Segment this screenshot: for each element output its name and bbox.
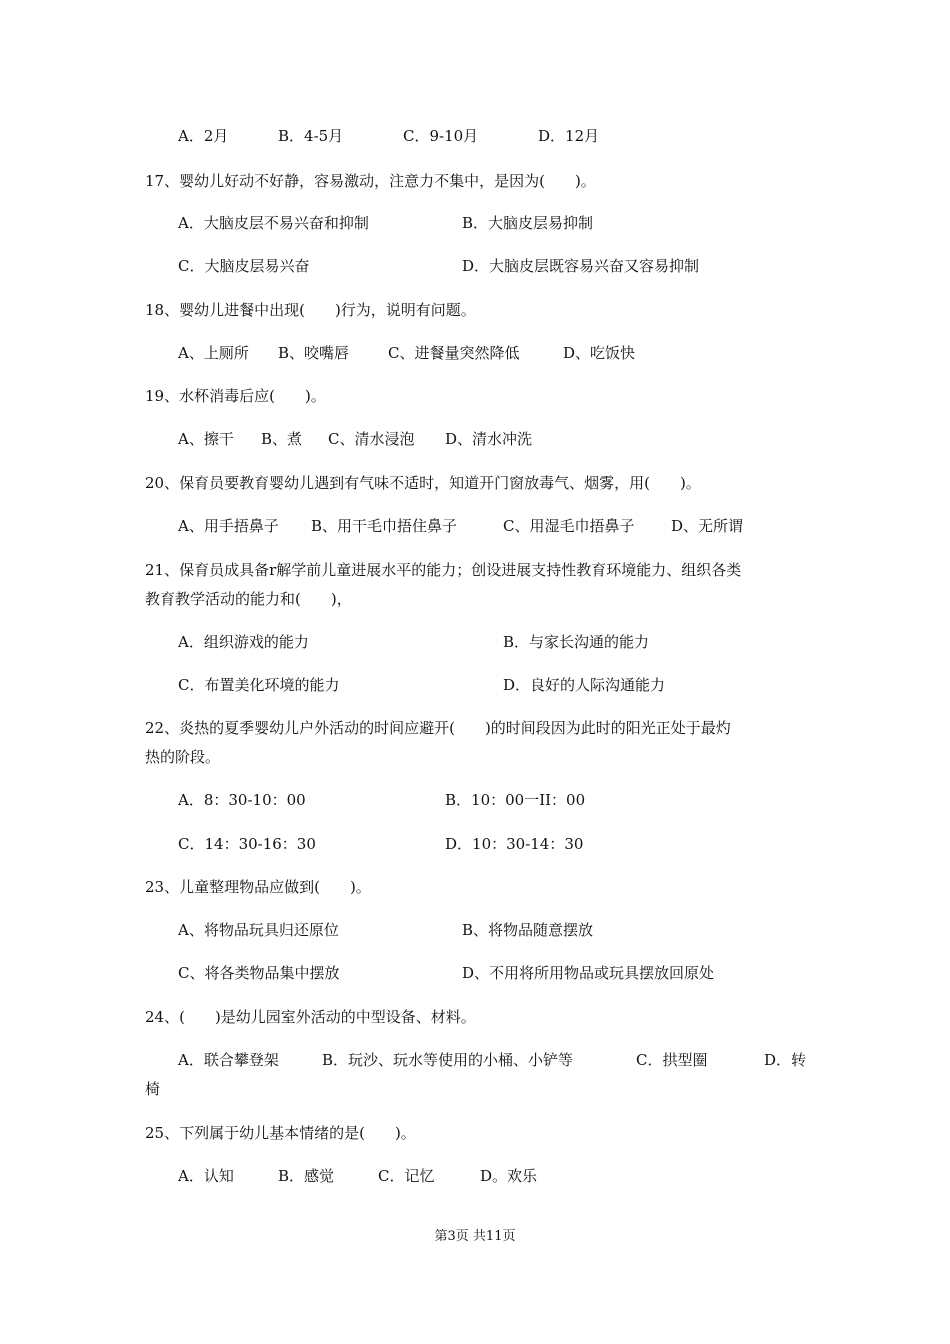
q22-stem-line2: 热的阶段。 — [145, 748, 221, 766]
q16-option-a: A．2月 — [178, 127, 229, 145]
q21-option-c: C．布置美化环境的能力 — [178, 676, 340, 694]
q22-option-d: D．10：30-14：30 — [445, 835, 584, 853]
q24-option-c: C．拱型圈 — [636, 1051, 708, 1069]
q20-option-b: B、用干毛巾捂住鼻子 — [311, 517, 458, 535]
q25-option-d: D。欢乐 — [480, 1167, 538, 1185]
q17-option-b: B．大脑皮层易抑制 — [462, 214, 594, 232]
q23-stem: 23、儿童整理物品应做到( )。 — [145, 878, 371, 896]
q21-stem-line2: 教育教学活动的能力和( )， — [145, 590, 352, 608]
q18-stem: 18、婴幼儿进餐中出现( )行为，说明有问题。 — [145, 301, 476, 319]
q22-option-c: C．14：30-16：30 — [178, 835, 316, 853]
q19-stem: 19、水杯消毒后应( )。 — [145, 387, 326, 405]
q16-option-d: D．12月 — [538, 127, 600, 145]
q19-option-a: A、擦干 — [178, 430, 234, 448]
q24-option-b: B．玩沙、玩水等使用的小桶、小铲等 — [322, 1051, 574, 1069]
q25-option-c: C．记忆 — [378, 1167, 435, 1185]
q16-option-b: B．4-5月 — [278, 127, 344, 145]
q20-option-c: C、用湿毛巾捂鼻子 — [503, 517, 635, 535]
q24-option-d: D．转 — [764, 1051, 807, 1069]
q21-option-b: B．与家长沟通的能力 — [503, 633, 650, 651]
q18-option-b: B、咬嘴唇 — [278, 344, 350, 362]
q20-option-d: D、无所谓 — [671, 517, 744, 535]
q17-option-d: D．大脑皮层既容易兴奋又容易抑制 — [462, 257, 700, 275]
q23-option-d: D、不用将所用物品或玩具摆放回原处 — [462, 964, 715, 982]
q21-stem-line1: 21、保育员成具备r解学前儿童进展水平的能力；创设进展支持性教育环境能力、组织各类 — [145, 561, 742, 579]
q24-option-a: A．联合攀登架 — [178, 1051, 279, 1069]
q19-option-d: D、清水冲洗 — [445, 430, 533, 448]
page-number-footer: 第3页 共11页 — [434, 1229, 516, 1244]
q19-option-b: B、煮 — [261, 430, 303, 448]
q22-option-a: A．8：30-10：00 — [178, 791, 306, 809]
q20-option-a: A、用手捂鼻子 — [178, 517, 279, 535]
q23-option-c: C、将各类物品集中摆放 — [178, 964, 340, 982]
q23-option-a: A、将物品玩具归还原位 — [178, 921, 339, 939]
q24-stem: 24、( )是幼儿园室外活动的中型设备、材料。 — [145, 1008, 476, 1026]
q16-option-c: C．9-10月 — [403, 127, 479, 145]
q19-option-c: C、清水浸泡 — [328, 430, 415, 448]
q25-option-a: A．认知 — [178, 1167, 234, 1185]
q25-option-b: B．感觉 — [278, 1167, 335, 1185]
q18-option-d: D、吃饭快 — [563, 344, 636, 362]
q22-stem-line1: 22、炎热的夏季婴幼儿户外活动的时间应避开( )的时间段因为此时的阳光正处于最灼 — [145, 719, 731, 737]
q25-stem: 25、下列属于幼儿基本情绪的是( )。 — [145, 1124, 416, 1142]
q24-option-d-wrap: 椅 — [145, 1080, 161, 1098]
q20-stem: 20、保育员要教育婴幼儿遇到有气味不适时，知道开门窗放毒气、烟雾，用( )。 — [145, 474, 701, 492]
q23-option-b: B、将物品随意摆放 — [462, 921, 594, 939]
q18-option-a: A、上厕所 — [178, 344, 249, 362]
q17-option-c: C．大脑皮层易兴奋 — [178, 257, 310, 275]
q21-option-d: D．良好的人际沟通能力 — [503, 676, 666, 694]
q17-option-a: A．大脑皮层不易兴奋和抑制 — [178, 214, 369, 232]
q21-option-a: A．组织游戏的能力 — [178, 633, 309, 651]
q22-option-b: B．10：00一II：00 — [445, 791, 586, 809]
q18-option-c: C、进餐量突然降低 — [388, 344, 520, 362]
q17-stem: 17、婴幼儿好动不好静，容易激动，注意力不集中，是因为( )。 — [145, 172, 596, 190]
